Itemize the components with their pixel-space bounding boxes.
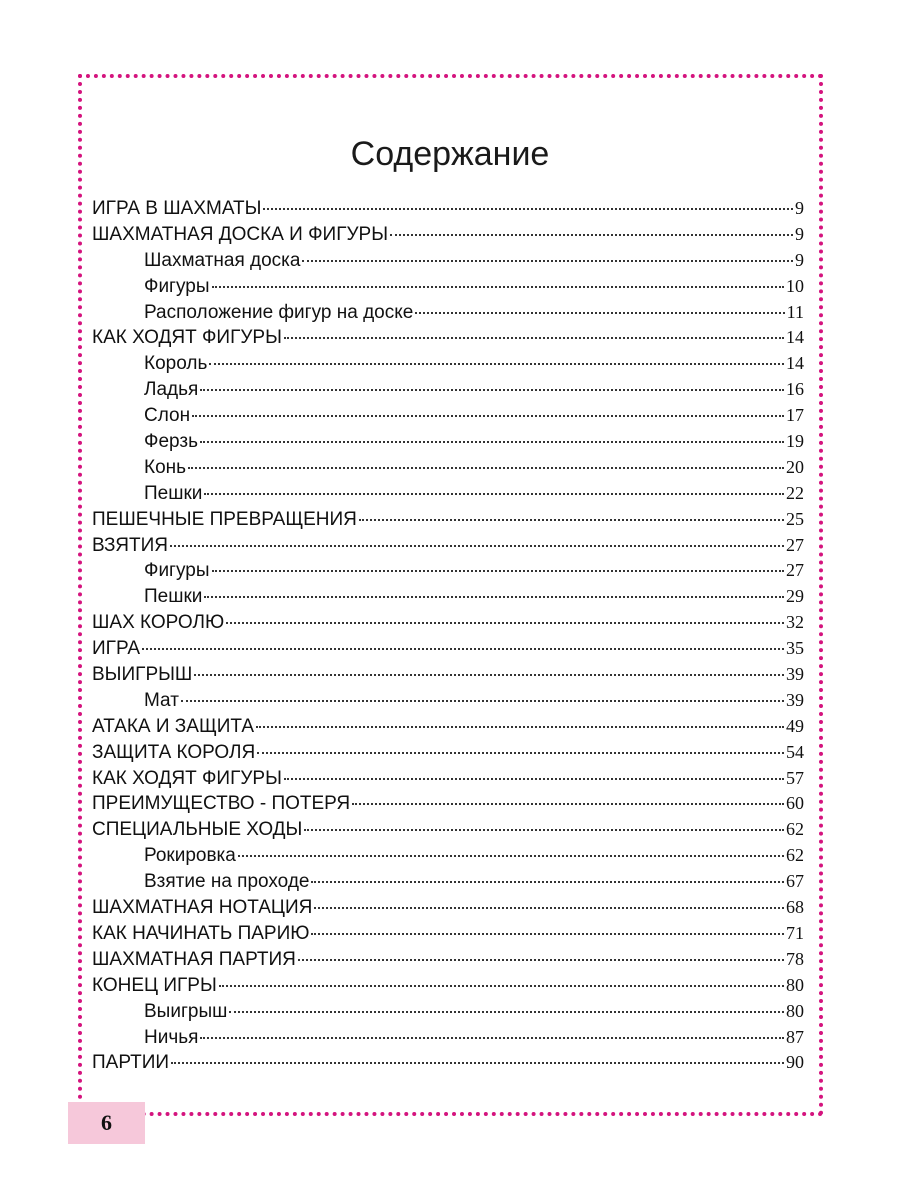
toc-entry-label: Пешки [144, 586, 203, 608]
toc-subentry[interactable] [92, 688, 804, 714]
toc-entry-page: 35 [786, 638, 804, 659]
toc-entry-label: АТАКА И ЗАЩИТА [92, 715, 255, 737]
toc-entry[interactable] [92, 222, 804, 248]
toc-subentry[interactable] [92, 351, 804, 377]
toc-entry-page: 62 [786, 845, 804, 866]
toc-entry-page: 32 [786, 612, 804, 633]
toc-entry-page: 11 [786, 301, 804, 322]
toc-entry-label: Шахматная доска [144, 249, 301, 271]
toc-entry-label: ШАХ КОРОЛЮ [92, 612, 225, 634]
toc-entry-page: 49 [786, 715, 804, 736]
toc-entry-page: 80 [786, 974, 804, 995]
dot-leader [204, 493, 784, 495]
toc-entry-page: 90 [786, 1052, 804, 1073]
toc-entry-label: ЗАЩИТА КОРОЛЯ [92, 741, 256, 763]
dot-leader [188, 467, 784, 469]
toc-entry-page: 14 [786, 353, 804, 374]
toc-entry-label: ШАХМАТНАЯ ДОСКА И ФИГУРЫ [92, 223, 389, 245]
dot-leader [263, 208, 793, 210]
toc-subentry[interactable] [92, 377, 804, 403]
toc-subentry[interactable] [92, 274, 804, 300]
toc-entry[interactable] [92, 766, 804, 792]
toc-entry[interactable] [92, 1050, 804, 1076]
toc-entry[interactable] [92, 740, 804, 766]
dot-leader [256, 726, 784, 728]
toc-subentry[interactable] [92, 584, 804, 610]
page-title: Содержание [350, 134, 550, 173]
toc-entry-page: 16 [786, 379, 804, 400]
toc-subentry[interactable] [92, 429, 804, 455]
dot-leader [212, 570, 785, 572]
toc-entry[interactable] [92, 714, 804, 740]
toc-subentry[interactable] [92, 558, 804, 584]
toc-entry[interactable] [92, 610, 804, 636]
toc-entry-page: 78 [786, 948, 804, 969]
toc-entry-label: КАК НАЧИНАТЬ ПАРИЮ [92, 922, 310, 944]
toc-subentry[interactable] [92, 1025, 804, 1051]
dot-leader [142, 648, 784, 650]
toc-subentry[interactable] [92, 455, 804, 481]
toc-subentry[interactable] [92, 403, 804, 429]
dot-leader [212, 286, 785, 288]
toc-entry-page: 67 [786, 871, 804, 892]
dot-leader [229, 1011, 784, 1013]
toc-entry-label: ВЗЯТИЯ [92, 534, 169, 556]
toc-entry-label: ИГРА [92, 638, 141, 660]
toc-entry[interactable] [92, 662, 804, 688]
toc-entry-page: 60 [786, 793, 804, 814]
toc-entry-label: Фигуры [144, 560, 210, 582]
dot-leader [181, 700, 784, 702]
toc-entry-label: Ничья [144, 1026, 199, 1048]
table-of-contents [92, 196, 804, 1076]
toc-subentry[interactable] [92, 300, 804, 326]
toc-entry-page: 54 [786, 741, 804, 762]
dot-leader [311, 881, 784, 883]
toc-entry[interactable] [92, 533, 804, 559]
toc-entry[interactable] [92, 921, 804, 947]
toc-entry-label: СПЕЦИАЛЬНЫЕ ХОДЫ [92, 819, 303, 841]
dot-leader [200, 1037, 784, 1039]
dot-leader [192, 415, 784, 417]
dot-leader [304, 829, 784, 831]
dot-leader [390, 234, 793, 236]
dot-leader [171, 1062, 784, 1064]
toc-entry-label: Пешки [144, 482, 203, 504]
toc-subentry[interactable] [92, 481, 804, 507]
toc-entry-label: ВЫИГРЫШ [92, 664, 193, 686]
dot-leader [194, 674, 784, 676]
toc-entry-page: 9 [795, 198, 804, 218]
toc-entry-page: 14 [786, 327, 804, 348]
dot-leader [352, 803, 784, 805]
toc-entry-page: 9 [795, 249, 804, 270]
dot-leader [415, 312, 784, 314]
toc-entry-label: Мат [144, 689, 179, 711]
dot-leader [298, 959, 784, 961]
toc-entry-page: 68 [786, 897, 804, 918]
toc-entry[interactable] [92, 973, 804, 999]
toc-entry-label: КАК ХОДЯТ ФИГУРЫ [92, 767, 282, 789]
toc-entry-page: 27 [786, 560, 804, 581]
toc-entry-label: ПЕШЕЧНЫЕ ПРЕВРАЩЕНИЯ [92, 508, 357, 530]
toc-entry-label: КАК ХОДЯТ ФИГУРЫ [92, 327, 282, 349]
dot-leader [226, 622, 784, 624]
toc-entry-page: 62 [786, 819, 804, 840]
toc-entry-label: Взятие на проходе [144, 871, 310, 893]
toc-entry-page: 25 [786, 508, 804, 529]
dot-leader [302, 260, 793, 262]
toc-entry-label: Конь [144, 456, 187, 478]
toc-entry-page: 87 [786, 1026, 804, 1047]
toc-entry-page: 10 [786, 275, 804, 296]
toc-entry[interactable] [92, 791, 804, 817]
dot-leader [284, 337, 784, 339]
toc-entry[interactable] [92, 325, 804, 351]
toc-entry[interactable] [92, 507, 804, 533]
toc-subentry[interactable] [92, 248, 804, 274]
toc-entry-page: 27 [786, 534, 804, 555]
dot-leader [314, 907, 784, 909]
dot-leader [209, 363, 784, 365]
toc-entry-label: Расположение фигур на доске [144, 301, 414, 323]
toc-entry-label: ШАХМАТНАЯ ПАРТИЯ [92, 948, 296, 970]
dot-leader [204, 596, 784, 598]
toc-entry-label: Фигуры [144, 275, 210, 297]
toc-entry-label: ИГРА В ШАХМАТЫ [92, 198, 262, 219]
toc-entry-label: Слон [144, 405, 191, 427]
toc-subentry[interactable] [92, 869, 804, 895]
toc-entry-label: ШАХМАТНАЯ НОТАЦИЯ [92, 897, 313, 919]
page-number-badge: 6 [68, 1102, 145, 1144]
dot-leader [311, 933, 784, 935]
toc-entry[interactable] [92, 817, 804, 843]
toc-entry-label: ПРЕИМУЩЕСТВО - ПОТЕРЯ [92, 793, 351, 815]
toc-entry-page: 57 [786, 767, 804, 788]
toc-entry[interactable] [92, 947, 804, 973]
toc-entry-label: Выигрыш [144, 1000, 228, 1022]
toc-subentry[interactable] [92, 843, 804, 869]
toc-entry-label: ПАРТИИ [92, 1052, 170, 1074]
toc-entry[interactable] [92, 196, 804, 222]
dot-leader [257, 752, 784, 754]
toc-entry-label: Ладья [144, 379, 199, 401]
toc-entry-page: 39 [786, 689, 804, 710]
toc-entry-label: Рокировка [144, 845, 236, 867]
dot-leader [238, 855, 784, 857]
toc-entry-label: КОНЕЦ ИГРЫ [92, 974, 217, 996]
toc-entry-page: 20 [786, 456, 804, 477]
toc-entry-page: 17 [786, 405, 804, 426]
toc-entry[interactable] [92, 636, 804, 662]
toc-entry-page: 80 [786, 1000, 804, 1021]
toc-entry-page: 19 [786, 431, 804, 452]
dot-leader [170, 545, 784, 547]
dot-leader [200, 441, 784, 443]
dot-leader [200, 389, 784, 391]
toc-entry-page: 22 [786, 482, 804, 503]
toc-entry-page: 29 [786, 586, 804, 607]
toc-entry-page: 9 [795, 223, 804, 244]
dot-leader [219, 985, 784, 987]
dot-leader [284, 778, 784, 780]
toc-entry-label: Король [144, 353, 208, 375]
toc-entry-label: Ферзь [144, 431, 198, 453]
toc-subentry[interactable] [92, 999, 804, 1025]
dot-leader [359, 519, 784, 521]
toc-entry[interactable] [92, 895, 804, 921]
toc-entry-page: 39 [786, 664, 804, 685]
toc-entry-page: 71 [786, 922, 804, 943]
